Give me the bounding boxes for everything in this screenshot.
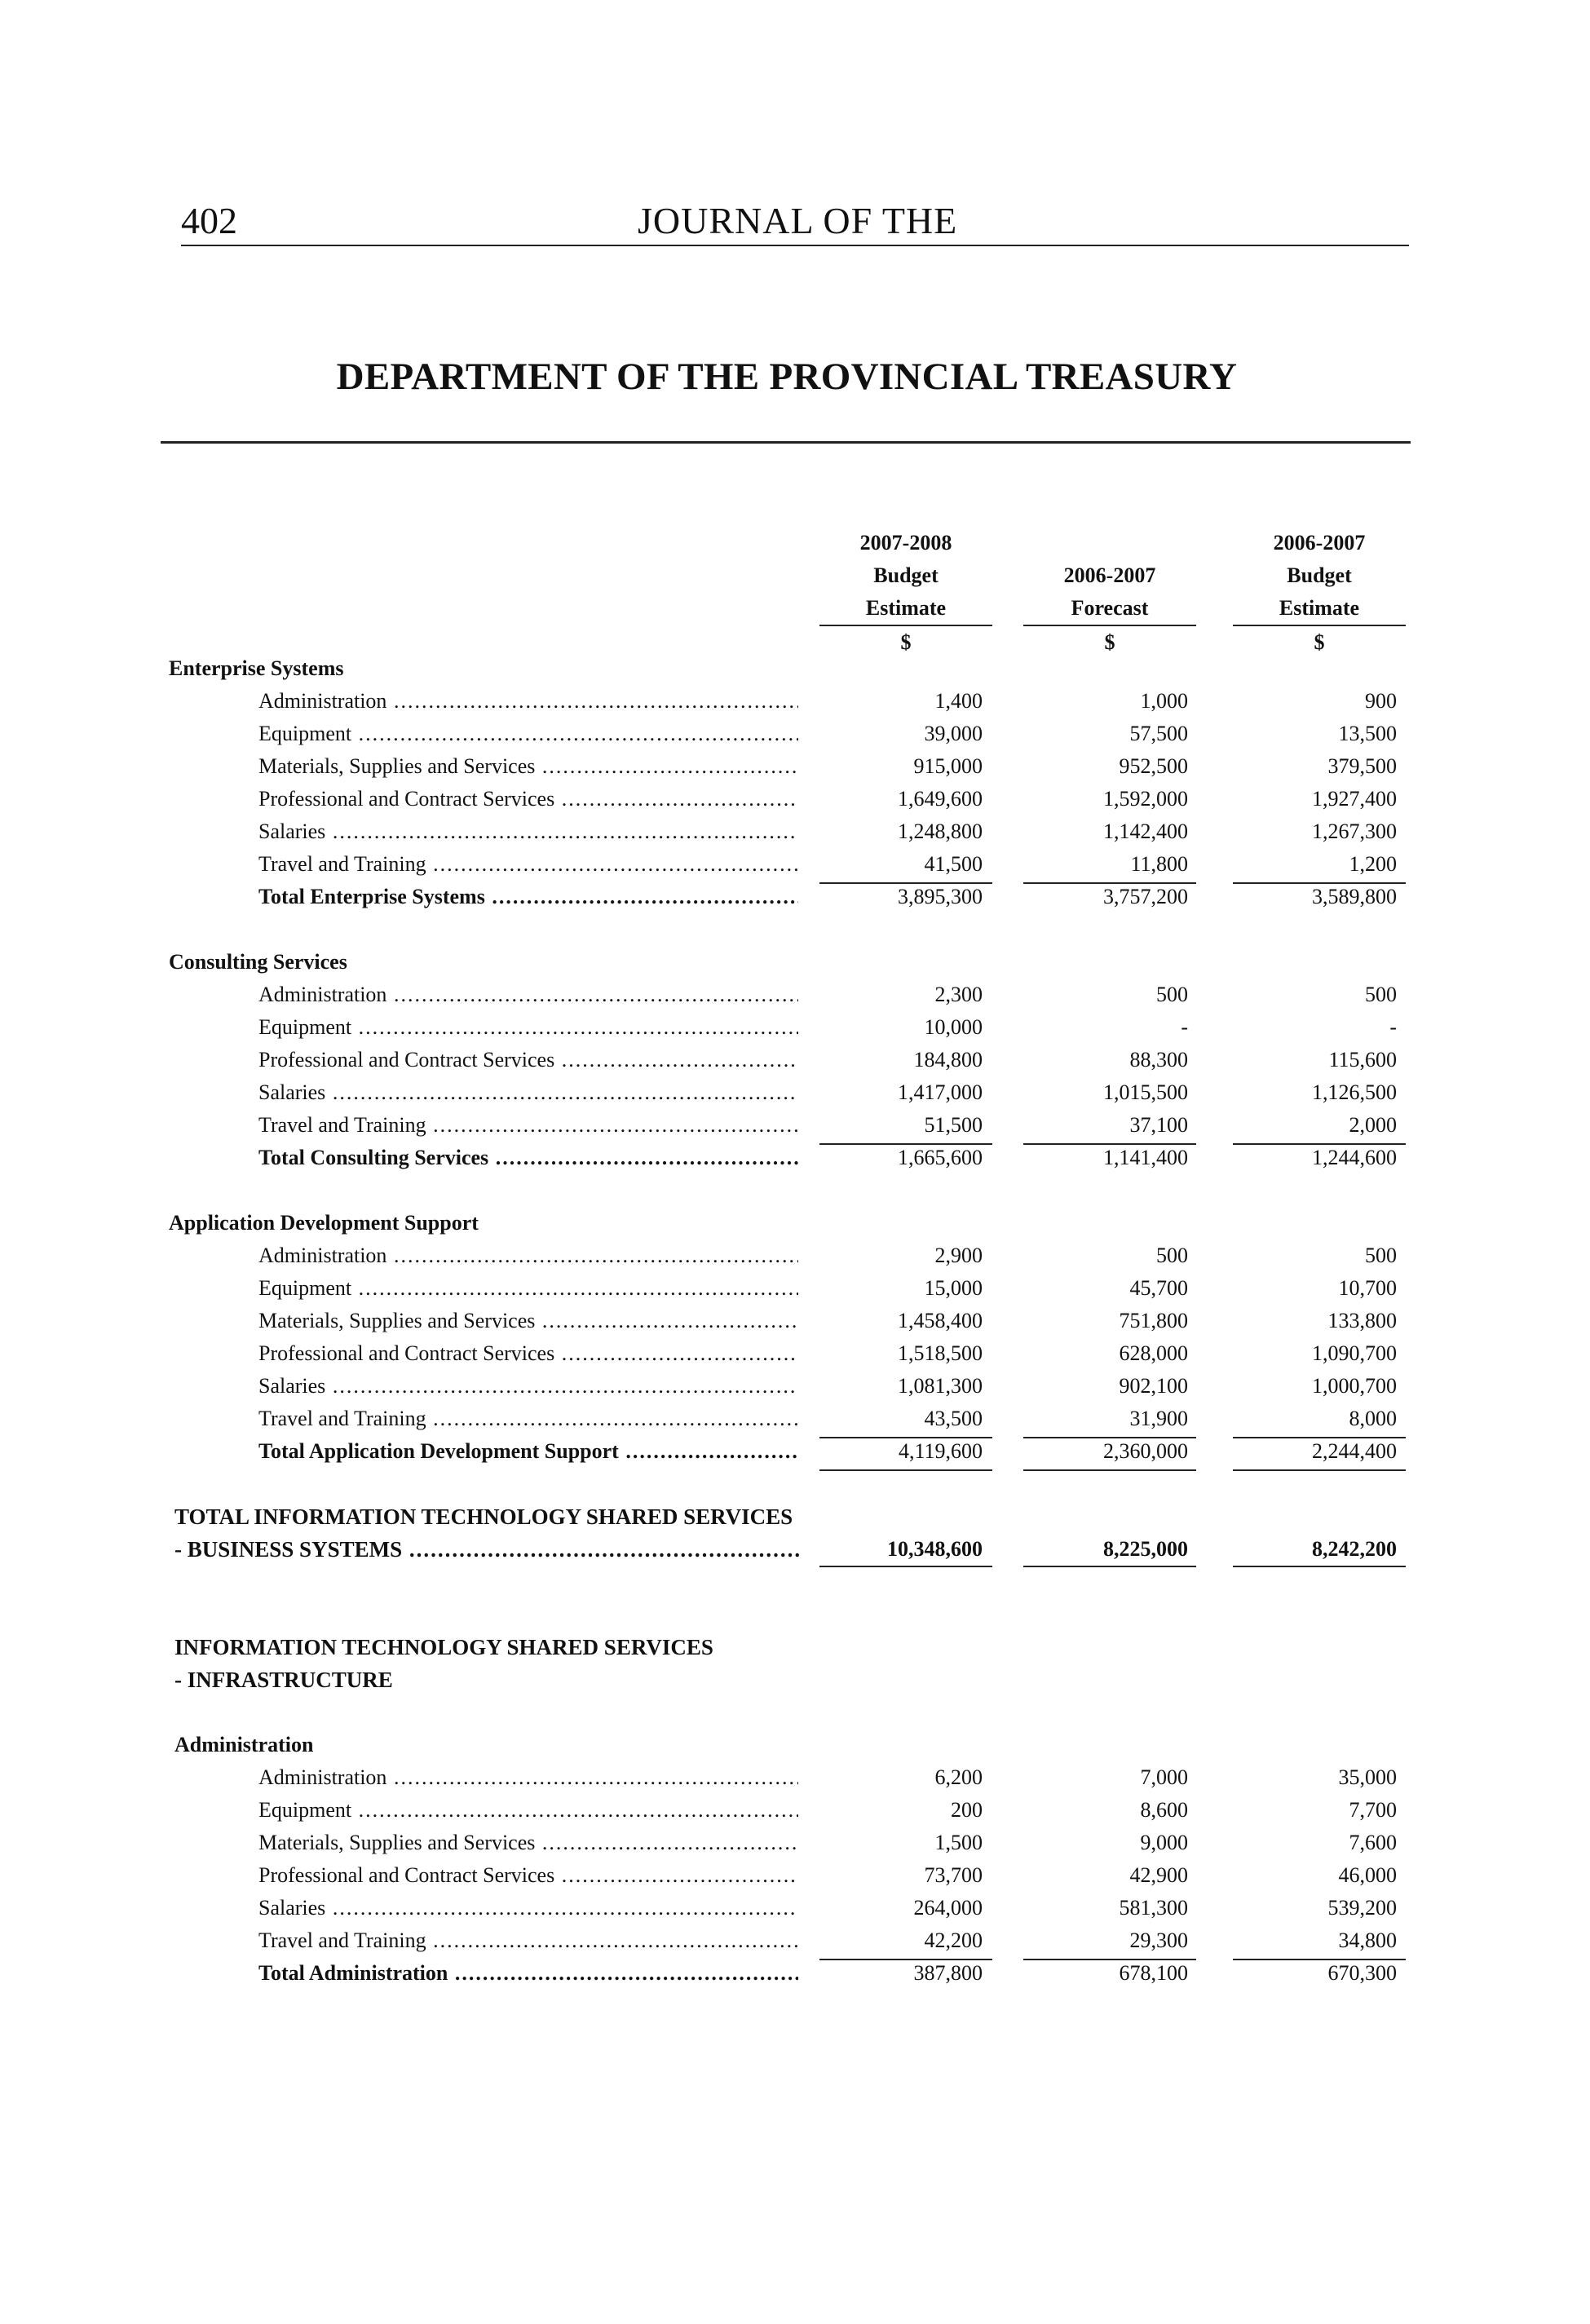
value-2006-2007-estimate: 1,927,400 — [1312, 787, 1397, 811]
row-label: Travel and Training ..... — [258, 1407, 798, 1431]
value-2006-2007-forecast: 581,300 — [1119, 1896, 1188, 1920]
value-2007-2008-estimate: 2,900 — [934, 1244, 983, 1267]
grand-total-2006-2007-forecast: 8,225,000 — [1103, 1537, 1188, 1561]
row-label: Salaries ..... — [258, 1374, 798, 1398]
value-2006-2007-forecast: 37,100 — [1129, 1113, 1188, 1137]
journal-title: JOURNAL OF THE — [638, 200, 958, 241]
grand-total-2006-2007-estimate: 8,242,200 — [1312, 1537, 1397, 1561]
title-rule — [161, 441, 1411, 444]
row-label: Equipment ..... — [258, 1798, 798, 1823]
value-2006-2007-forecast: 500 — [1156, 1244, 1188, 1267]
row-label: Salaries ..... — [258, 1896, 798, 1920]
value-2006-2007-forecast: 902,100 — [1119, 1374, 1188, 1398]
table-row — [0, 1043, 1590, 1076]
value-2006-2007-forecast: - — [1181, 1015, 1188, 1039]
total-row — [0, 1141, 1590, 1173]
table-row — [0, 1108, 1590, 1141]
column-currency: $ — [1314, 630, 1325, 654]
row-label: Professional and Contract Services ..... — [258, 1048, 798, 1072]
table-row — [0, 1761, 1590, 1793]
value-2006-2007-estimate: 10,700 — [1338, 1276, 1397, 1300]
value-2007-2008-estimate: 1,081,300 — [898, 1374, 983, 1398]
section-heading: Application Development Support — [169, 1211, 479, 1235]
table-row — [0, 1369, 1590, 1402]
row-label: Professional and Contract Services ..... — [258, 787, 798, 811]
value-2006-2007-estimate: 500 — [1365, 983, 1397, 1006]
value-2006-2007-estimate: 500 — [1365, 1244, 1397, 1267]
row-label: Materials, Supplies and Services ..... — [258, 1309, 798, 1333]
value-2007-2008-estimate: 1,417,000 — [898, 1080, 983, 1104]
value-2007-2008-estimate: 915,000 — [913, 754, 983, 778]
grand-total-rule — [1023, 1566, 1196, 1567]
column-header-line: Budget — [873, 563, 939, 587]
column-header-line: Estimate — [819, 592, 992, 626]
value-2007-2008-estimate: 73,700 — [924, 1863, 983, 1887]
column-currency: $ — [1104, 630, 1115, 654]
total-2007-2008-estimate: 4,119,600 — [898, 1439, 983, 1463]
value-2007-2008-estimate: 200 — [951, 1798, 983, 1822]
department-title: DEPARTMENT OF THE PROVINCIAL TREASURY — [336, 356, 1238, 398]
value-2006-2007-forecast: 1,142,400 — [1103, 820, 1188, 843]
column-currency: $ — [900, 630, 912, 654]
value-2007-2008-estimate: 1,649,600 — [898, 787, 983, 811]
value-2006-2007-estimate: 13,500 — [1338, 722, 1397, 745]
column-header-line: 2007-2008 — [859, 531, 952, 554]
value-2007-2008-estimate: 41,500 — [924, 852, 983, 876]
value-2006-2007-forecast: 88,300 — [1129, 1048, 1188, 1071]
section-heading-row — [0, 652, 1590, 684]
value-2006-2007-forecast: 57,500 — [1129, 722, 1188, 745]
row-label: Equipment ..... — [258, 1276, 798, 1301]
value-2006-2007-forecast: 31,900 — [1129, 1407, 1188, 1430]
row-label: Travel and Training ..... — [258, 1113, 798, 1138]
value-2006-2007-estimate: 115,600 — [1328, 1048, 1397, 1071]
value-2007-2008-estimate: 1,518,500 — [898, 1341, 983, 1365]
value-2007-2008-estimate: 264,000 — [913, 1896, 983, 1920]
total-2006-2007-forecast: 1,141,400 — [1103, 1146, 1188, 1169]
row-label: Travel and Training ..... — [258, 852, 798, 877]
value-2006-2007-forecast: 42,900 — [1129, 1863, 1188, 1887]
table-row — [0, 1891, 1590, 1924]
value-2006-2007-estimate: - — [1389, 1015, 1397, 1039]
value-2006-2007-forecast: 45,700 — [1129, 1276, 1188, 1300]
value-2006-2007-forecast: 952,500 — [1119, 754, 1188, 778]
column-header-line: 2006-2007 — [1063, 563, 1156, 587]
total-label: Total Application Development Support ..... — [258, 1439, 798, 1464]
value-2007-2008-estimate: 42,200 — [924, 1929, 983, 1952]
value-2007-2008-estimate: 1,500 — [934, 1831, 983, 1854]
value-2006-2007-forecast: 751,800 — [1119, 1309, 1188, 1332]
total-2006-2007-forecast: 3,757,200 — [1103, 885, 1188, 908]
value-2007-2008-estimate: 6,200 — [934, 1765, 983, 1789]
value-2006-2007-forecast: 1,000 — [1140, 689, 1188, 713]
section-heading: Consulting Services — [169, 950, 347, 974]
value-2006-2007-forecast: 8,600 — [1140, 1798, 1188, 1822]
row-label: Administration ..... — [258, 1765, 798, 1790]
value-2006-2007-estimate: 1,267,300 — [1312, 820, 1397, 843]
value-2006-2007-forecast: 500 — [1156, 983, 1188, 1006]
table-row — [0, 1402, 1590, 1434]
value-2007-2008-estimate: 1,400 — [934, 689, 983, 713]
row-label: Travel and Training ..... — [258, 1929, 798, 1953]
section-heading: Administration — [174, 1733, 314, 1756]
total-2007-2008-estimate: 1,665,600 — [898, 1146, 983, 1169]
row-label: Materials, Supplies and Services ..... — [258, 754, 798, 779]
value-2007-2008-estimate: 1,458,400 — [898, 1309, 983, 1332]
table-row — [0, 1010, 1590, 1043]
table-row — [0, 1924, 1590, 1956]
total-rule — [1023, 1469, 1196, 1471]
table-row — [0, 1304, 1590, 1337]
total-2006-2007-forecast: 678,100 — [1119, 1961, 1188, 1985]
value-2006-2007-estimate: 35,000 — [1338, 1765, 1397, 1789]
value-2006-2007-estimate: 2,000 — [1349, 1113, 1397, 1137]
total-2006-2007-estimate: 3,589,800 — [1312, 885, 1397, 908]
table-row — [0, 978, 1590, 1010]
table-row — [0, 1337, 1590, 1369]
total-label: Total Consulting Services ..... — [258, 1146, 798, 1170]
page-number: 402 — [181, 200, 237, 241]
value-2006-2007-estimate: 8,000 — [1349, 1407, 1397, 1430]
total-2007-2008-estimate: 387,800 — [913, 1961, 983, 1985]
table-row — [0, 1239, 1590, 1271]
value-2006-2007-forecast: 29,300 — [1129, 1929, 1188, 1952]
value-2006-2007-estimate: 34,800 — [1338, 1929, 1397, 1952]
grand-total-row — [0, 1532, 1590, 1565]
section-heading-row — [0, 945, 1590, 978]
table-row — [0, 1858, 1590, 1891]
value-2006-2007-estimate: 46,000 — [1338, 1863, 1397, 1887]
value-2007-2008-estimate: 1,248,800 — [898, 820, 983, 843]
value-2007-2008-estimate: 10,000 — [924, 1015, 983, 1039]
table-row — [0, 815, 1590, 847]
row-label: Administration ..... — [258, 1244, 798, 1268]
column-header-budget-estimate-2007-2008 — [819, 527, 992, 659]
value-2007-2008-estimate: 43,500 — [924, 1407, 983, 1430]
page-header — [181, 197, 1409, 246]
value-2007-2008-estimate: 184,800 — [913, 1048, 983, 1071]
infrastructure-heading-row — [0, 1663, 1590, 1695]
table-row — [0, 1826, 1590, 1858]
value-2006-2007-estimate: 1,200 — [1349, 852, 1397, 876]
row-label: Salaries ..... — [258, 1080, 798, 1105]
value-2006-2007-estimate: 900 — [1365, 689, 1397, 713]
column-header-line: Estimate — [1233, 592, 1406, 626]
row-label: Professional and Contract Services ..... — [258, 1863, 798, 1888]
value-2006-2007-estimate: 539,200 — [1327, 1896, 1397, 1920]
total-row — [0, 1434, 1590, 1467]
value-2006-2007-estimate: 7,700 — [1349, 1798, 1397, 1822]
value-2006-2007-forecast: 1,592,000 — [1103, 787, 1188, 811]
grand-total-rule — [819, 1566, 992, 1567]
total-2006-2007-estimate: 670,300 — [1327, 1961, 1397, 1985]
value-2007-2008-estimate: 39,000 — [924, 722, 983, 745]
table-row — [0, 847, 1590, 880]
total-rule — [1233, 1469, 1406, 1471]
value-2007-2008-estimate: 51,500 — [924, 1113, 983, 1137]
section-heading: Enterprise Systems — [169, 656, 344, 680]
value-2007-2008-estimate: 15,000 — [924, 1276, 983, 1300]
section-heading-row — [0, 1728, 1590, 1761]
value-2006-2007-estimate: 379,500 — [1327, 754, 1397, 778]
table-row — [0, 749, 1590, 782]
value-2006-2007-forecast: 11,800 — [1130, 852, 1188, 876]
total-row — [0, 880, 1590, 912]
section-heading-row — [0, 1206, 1590, 1239]
row-label: Materials, Supplies and Services ..... — [258, 1831, 798, 1855]
value-2006-2007-forecast: 7,000 — [1140, 1765, 1188, 1789]
table-row — [0, 1076, 1590, 1108]
row-label: Equipment ..... — [258, 1015, 798, 1040]
column-header-budget-estimate-2006-2007 — [1233, 527, 1406, 659]
table-row — [0, 684, 1590, 717]
total-2006-2007-forecast: 2,360,000 — [1103, 1439, 1188, 1463]
column-header-line: 2006-2007 — [1273, 531, 1366, 554]
total-2006-2007-estimate: 1,244,600 — [1312, 1146, 1397, 1169]
infrastructure-heading-row — [0, 1630, 1590, 1663]
table-row — [0, 1793, 1590, 1826]
row-label: Administration ..... — [258, 689, 798, 714]
grand-total-rule — [1233, 1566, 1406, 1567]
value-2006-2007-forecast: 1,015,500 — [1103, 1080, 1188, 1104]
value-2007-2008-estimate: 2,300 — [934, 983, 983, 1006]
total-label: Total Enterprise Systems ..... — [258, 885, 798, 909]
total-label: Total Administration ..... — [258, 1961, 798, 1986]
total-2007-2008-estimate: 3,895,300 — [898, 885, 983, 908]
value-2006-2007-forecast: 9,000 — [1140, 1831, 1188, 1854]
total-2006-2007-estimate: 2,244,400 — [1312, 1439, 1397, 1463]
table-row — [0, 782, 1590, 815]
column-header-line: Forecast — [1023, 592, 1196, 626]
value-2006-2007-estimate: 133,800 — [1327, 1309, 1397, 1332]
row-label: Equipment ..... — [258, 722, 798, 746]
table-row — [0, 717, 1590, 749]
grand-total-label: - BUSINESS SYSTEMS ..... — [174, 1537, 802, 1562]
grand-total-heading: TOTAL INFORMATION TECHNOLOGY SHARED SERVICES — [174, 1504, 793, 1529]
value-2006-2007-estimate: 7,600 — [1349, 1831, 1397, 1854]
infrastructure-heading: INFORMATION TECHNOLOGY SHARED SERVICES — [174, 1635, 713, 1659]
value-2006-2007-estimate: 1,126,500 — [1312, 1080, 1397, 1104]
row-label: Administration ..... — [258, 983, 798, 1007]
total-row — [0, 1956, 1590, 1989]
grand-total-heading-row — [0, 1500, 1590, 1532]
column-header-line: Budget — [1287, 563, 1352, 587]
infrastructure-subheading: - INFRASTRUCTURE — [174, 1668, 393, 1692]
value-2006-2007-estimate: 1,090,700 — [1312, 1341, 1397, 1365]
column-header-forecast-2006-2007 — [1023, 559, 1196, 659]
total-rule — [819, 1469, 992, 1471]
grand-total-2007-2008-estimate: 10,348,600 — [887, 1537, 983, 1561]
row-label: Professional and Contract Services ..... — [258, 1341, 798, 1366]
table-row — [0, 1271, 1590, 1304]
value-2006-2007-forecast: 628,000 — [1119, 1341, 1188, 1365]
row-label: Salaries ..... — [258, 820, 798, 844]
value-2006-2007-estimate: 1,000,700 — [1312, 1374, 1397, 1398]
